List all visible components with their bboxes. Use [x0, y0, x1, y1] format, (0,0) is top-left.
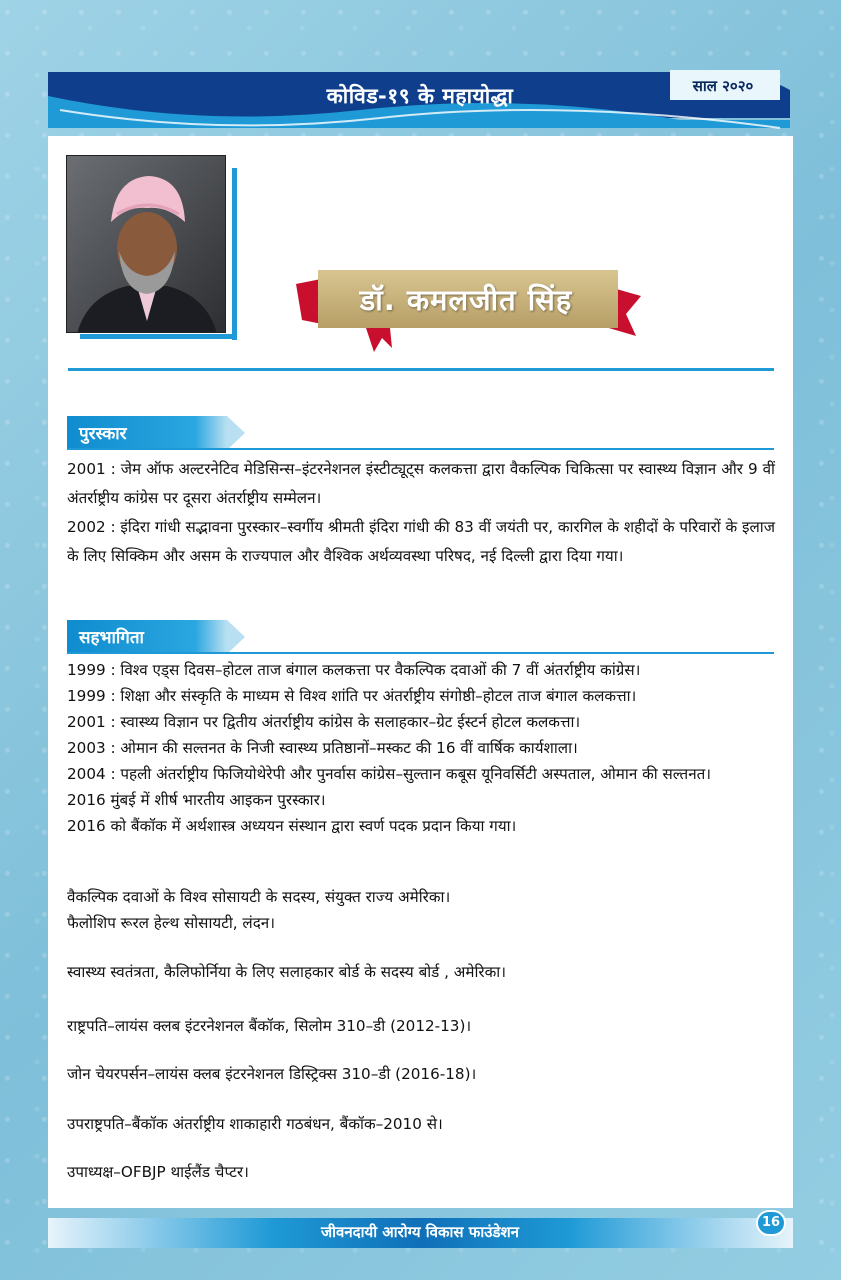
- participation-item: 1999 : विश्व एड्स दिवस–होटल ताज बंगाल कलकत्ता पर वैकल्पिक दवाओं की 7 वीं अंतर्राष्ट्रीय कांग्रेस।: [67, 661, 641, 679]
- profile-photo: [66, 155, 226, 333]
- header-wave-graphic: [0, 0, 841, 140]
- footer-text: जीवनदायी आरोग्य विकास फाउंडेशन: [320, 1223, 520, 1241]
- section-underline: [67, 448, 774, 450]
- participation-list: [67, 657, 775, 839]
- participation-item: 2016 को बैंकॉक में अर्थशास्त्र अध्ययन संस्थान द्वारा स्वर्ण पदक प्रदान किया गया।: [67, 817, 517, 835]
- role-item: स्वास्थ्य स्वतंत्रता, कैलिफोर्निया के लिए सलाहकार बोर्ड के सदस्य बोर्ड , अमेरिका।: [67, 963, 506, 981]
- membership-list: [67, 884, 775, 936]
- photo-accent: [232, 168, 237, 340]
- section-tag-participation: [67, 620, 227, 654]
- participation-item: 2004 : पहली अंतर्राष्ट्रीय फिजियोथेरेपी और पुनर्वास कांग्रेस–सुल्तान कबूस यूनिवर्सिटी अस्पताल, ओमान की सल्तनत।: [67, 765, 712, 783]
- membership-item: फैलोशिप रूरल हेल्थ सोसायटी, लंदन।: [67, 914, 275, 932]
- divider: [68, 368, 774, 371]
- award-item: 2002 : इंदिरा गांधी सद्भावना पुरस्कार–स्वर्गीय श्रीमती इंदिरा गांधी की 83 वीं जयंती पर, कारगिल के शहीदों के परिवारों के इलाज के लिए सिक्किम और असम के राज्यपाल और वैश्विक अर्थव्यवस्था परिषद, नई दिल्ली द्वारा दिया गया।: [67, 518, 775, 565]
- photo-accent: [80, 334, 237, 339]
- header-year: साल २०२०: [692, 77, 754, 95]
- participation-item: 1999 : शिक्षा और संस्कृति के माध्यम से विश्व शांति पर अंतर्राष्ट्रीय संगोष्ठी–होटल ताज बंगाल कलकत्ता।: [67, 687, 637, 705]
- page-number: 16: [756, 1210, 786, 1236]
- section-heading: सहभागिता: [79, 628, 144, 648]
- section-tag-awards: [67, 416, 227, 450]
- role-item: उपराष्ट्रपति–बैंकॉक अंतर्राष्ट्रीय शाकाहारी गठबंधन, बैंकॉक–2010 से।: [67, 1115, 443, 1133]
- portrait-illustration: [67, 156, 226, 333]
- header-title: कोविड-१९ के महायोद्धा: [326, 84, 514, 108]
- role-item: उपाध्यक्ष–OFBJP थाईलैंड चैप्टर।: [67, 1163, 249, 1181]
- header: [0, 0, 841, 140]
- participation-item: 2001 : स्वास्थ्य विज्ञान पर द्वितीय अंतर्राष्ट्रीय कांग्रेस के सलाहकार–ग्रेट ईस्टर्न होटल कलकत्ता।: [67, 713, 581, 731]
- profile-name: डॉ. कमलजीत सिंह: [359, 283, 573, 317]
- role-item: राष्ट्रपति–लायंस क्लब इंटरनेशनल बैंकॉक, सिलोम 310–डी (2012-13)।: [67, 1017, 472, 1035]
- membership-item: वैकल्पिक दवाओं के विश्व सोसायटी के सदस्य, संयुक्त राज्य अमेरिका।: [67, 888, 451, 906]
- participation-item: 2003 : ओमान की सल्तनत के निजी स्वास्थ्य प्रतिष्ठानों–मस्कट की 16 वीं वार्षिक कार्यशाला।: [67, 739, 578, 757]
- section-underline: [67, 652, 774, 654]
- role-item: जोन चेयरपर्सन–लायंस क्लब इंटरनेशनल डिस्ट्रिक्स 310–डी (2016-18)।: [67, 1065, 477, 1083]
- awards-list: [67, 455, 775, 571]
- section-heading: पुरस्कार: [79, 424, 127, 444]
- footer: [0, 1210, 841, 1280]
- award-item: 2001 : जेम ऑफ अल्टरनेटिव मेडिसिन्स–इंटरनेशनल इंस्टीट्यूट्स कलकत्ता द्वारा वैकल्पिक चिकित्सा पर स्वास्थ्य विज्ञान और 9 वीं अंतर्राष्ट्रीय कांग्रेस पर दूसरा अंतर्राष्ट्रीय सम्मेलन।: [67, 460, 775, 507]
- participation-item: 2016 मुंबई में शीर्ष भारतीय आइकन पुरस्कार।: [67, 791, 326, 809]
